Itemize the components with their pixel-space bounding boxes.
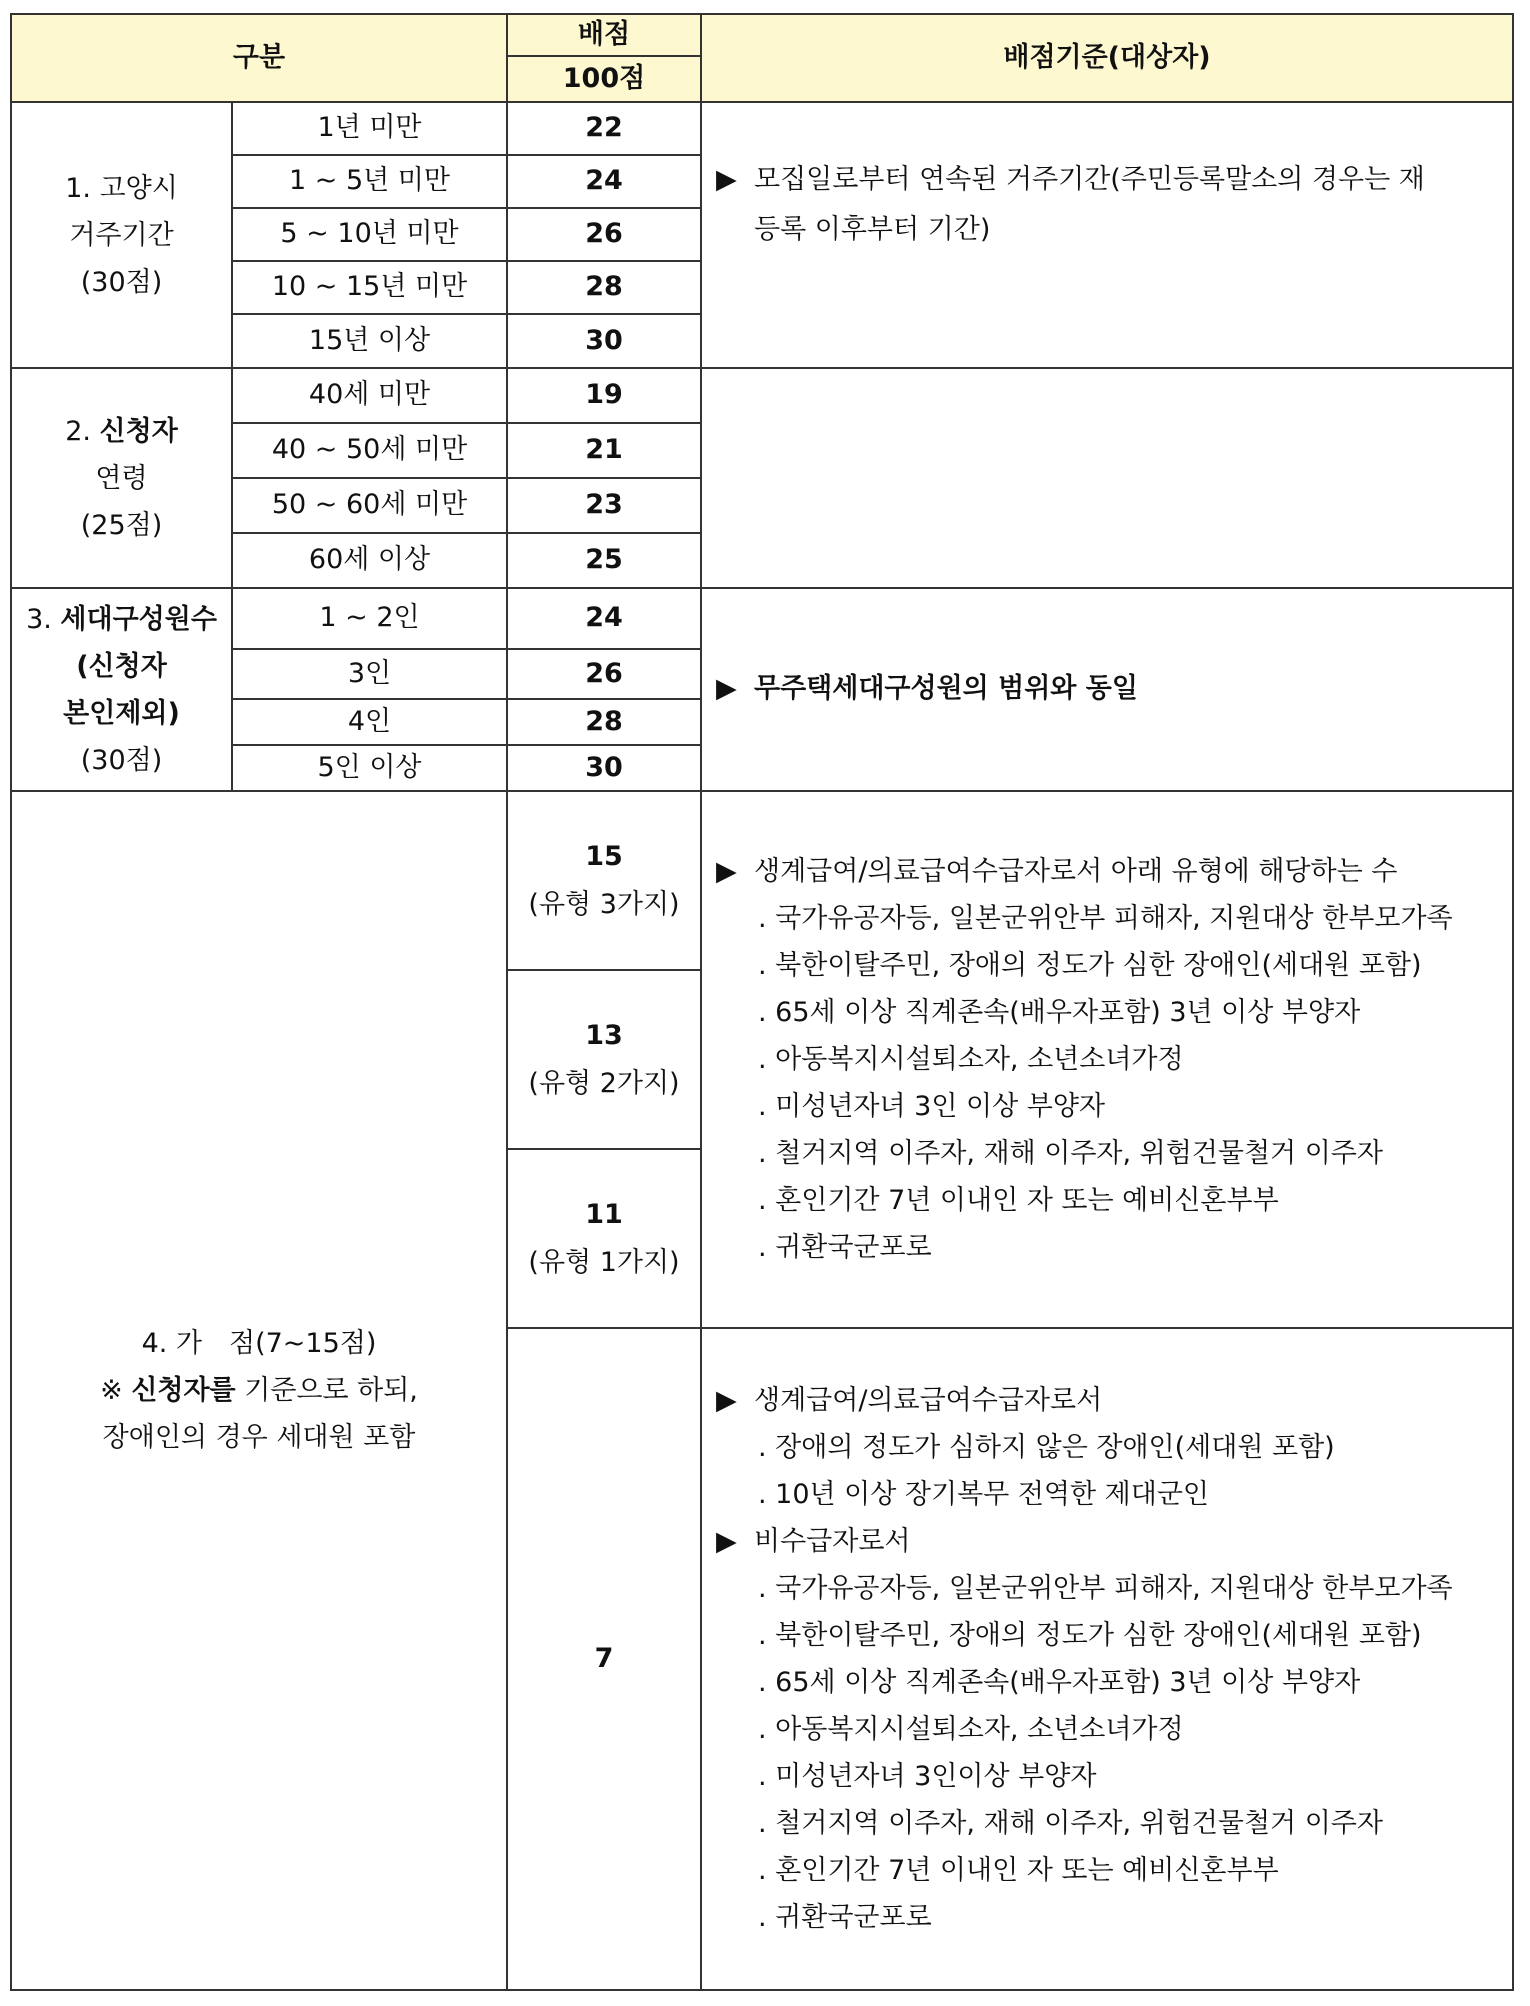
block1-item: . 아동복지시설퇴소자, 소년소녀가정 [758, 1044, 1184, 1075]
residence-range: 15년 이상 [232, 314, 507, 368]
header-total: 100점 [507, 56, 701, 102]
household-range: 3인 [232, 649, 507, 699]
household-label-line4: (30점) [80, 744, 163, 776]
bonus-label-line2: ※ 신청자를 기준으로 하되, [100, 1375, 418, 1406]
residence-range: 1 ~ 5년 미만 [232, 155, 507, 208]
block3-item: . 철거지역 이주자, 재해 이주자, 위험건물철거 이주자 [758, 1808, 1383, 1839]
household-label-line3: 본인제외) [63, 697, 180, 729]
household-range: 4인 [232, 699, 507, 745]
age-range: 50 ~ 60세 미만 [232, 478, 507, 533]
age-range: 60세 이상 [232, 533, 507, 588]
bonus-criteria-block2 [701, 1328, 1513, 1990]
residence-label-line2: 거주기간 [69, 219, 174, 251]
age-score: 25 [507, 533, 701, 588]
residence-label-line1: 1. 고양시 [65, 172, 178, 204]
bonus-score-note: (유형 1가지) [528, 1246, 680, 1278]
household-range: 1 ~ 2인 [232, 588, 507, 649]
bonus-score-cell [507, 1149, 701, 1328]
residence-criteria [701, 102, 1513, 368]
bullet-triangle-icon: ▶ [716, 1385, 737, 1416]
block1-item: . 귀환국군포로 [758, 1232, 932, 1263]
block3-item: . 귀환국군포로 [758, 1902, 932, 1933]
household-criteria-text: 무주택세대구성원의 범위와 동일 [754, 673, 1138, 705]
age-label-line2: 연령 [95, 462, 148, 494]
age-range: 40 ~ 50세 미만 [232, 423, 507, 478]
bonus-label-line3: 장애인의 경우 세대원 포함 [102, 1422, 416, 1453]
bonus-label [11, 791, 507, 1990]
block1-item: . 북한이탈주민, 장애의 정도가 심한 장애인(세대원 포함) [758, 950, 1422, 981]
residence-range: 5 ~ 10년 미만 [232, 208, 507, 261]
household-score: 30 [507, 745, 701, 791]
bonus-criteria-block1 [701, 791, 1513, 1328]
household-score: 26 [507, 649, 701, 699]
residence-score: 26 [507, 208, 701, 261]
bonus-label-line1: 4. 가 점(7~15점) [141, 1328, 377, 1359]
household-range: 5인 이상 [232, 745, 507, 791]
block1-item: . 철거지역 이주자, 재해 이주자, 위험건물철거 이주자 [758, 1138, 1383, 1169]
age-score: 19 [507, 368, 701, 423]
age-score: 21 [507, 423, 701, 478]
block1-title: ▶ 생계급여/의료급여수급자로서 아래 유형에 해당하는 수 [716, 848, 1504, 895]
block3-item: . 북한이탈주민, 장애의 정도가 심한 장애인(세대원 포함) [758, 1620, 1422, 1651]
bullet-triangle-icon: ▶ [716, 673, 737, 705]
block1-item: . 혼인기간 7년 이내인 자 또는 예비신혼부부 [758, 1185, 1279, 1216]
header-criteria: 배점기준(대상자) [701, 14, 1513, 102]
bonus-score-note: (유형 2가지) [528, 1067, 680, 1099]
bonus-score: 15 [585, 840, 623, 872]
residence-score: 30 [507, 314, 701, 368]
block3-title: ▶ 비수급자로서 [716, 1518, 1504, 1565]
block3-item: . 미성년자녀 3인이상 부양자 [758, 1761, 1097, 1792]
residence-range: 1년 미만 [232, 102, 507, 155]
residence-label-line3: (30점) [80, 266, 163, 298]
age-label-line1: 2. 신청자 [65, 415, 178, 447]
age-range: 40세 미만 [232, 368, 507, 423]
bonus-score: 11 [585, 1198, 623, 1230]
bullet-triangle-icon: ▶ [716, 856, 737, 887]
bullet-triangle-icon: ▶ [716, 164, 737, 195]
block1-item: . 국가유공자등, 일본군위안부 피해자, 지원대상 한부모가족 [758, 903, 1453, 934]
age-score: 23 [507, 478, 701, 533]
residence-score: 24 [507, 155, 701, 208]
residence-range: 10 ~ 15년 미만 [232, 261, 507, 314]
residence-label [11, 102, 232, 368]
header-score: 배점 [507, 14, 701, 56]
household-label [11, 588, 232, 791]
block3-item: . 국가유공자등, 일본군위안부 피해자, 지원대상 한부모가족 [758, 1573, 1453, 1604]
header-category: 구분 [11, 14, 507, 102]
residence-score: 28 [507, 261, 701, 314]
block2-item: . 장애의 정도가 심하지 않은 장애인(세대원 포함) [758, 1432, 1335, 1463]
block1-item: . 미성년자녀 3인 이상 부양자 [758, 1091, 1105, 1122]
residence-score: 22 [507, 102, 701, 155]
block3-item: . 65세 이상 직계존속(배우자포함) 3년 이상 부양자 [758, 1667, 1361, 1698]
bullet-triangle-icon: ▶ [716, 1526, 737, 1557]
bonus-score: 7 [507, 1328, 701, 1990]
household-label-line1: 3. 세대구성원수 [26, 603, 217, 635]
household-label-line2: (신청자 [76, 650, 167, 682]
bonus-score-note: (유형 3가지) [528, 888, 680, 920]
residence-criteria-line1: ▶ 모집일로부터 연속된 거주기간(주민등록말소의 경우는 재 [716, 155, 1504, 205]
age-label [11, 368, 232, 588]
block3-item: . 아동복지시설퇴소자, 소년소녀가정 [758, 1714, 1184, 1745]
bonus-score: 13 [585, 1019, 623, 1051]
block2-title: ▶ 생계급여/의료급여수급자로서 [716, 1377, 1504, 1424]
scoring-table [10, 13, 1514, 1991]
household-score: 24 [507, 588, 701, 649]
bonus-score-cell [507, 970, 701, 1149]
block2-item: . 10년 이상 장기복무 전역한 제대군인 [758, 1479, 1209, 1510]
household-criteria [701, 588, 1513, 791]
block3-item: . 혼인기간 7년 이내인 자 또는 예비신혼부부 [758, 1855, 1279, 1886]
block1-item: . 65세 이상 직계존속(배우자포함) 3년 이상 부양자 [758, 997, 1361, 1028]
household-score: 28 [507, 699, 701, 745]
residence-criteria-line2: 등록 이후부터 기간) [754, 214, 991, 245]
bonus-score-cell [507, 791, 701, 970]
age-criteria-empty [701, 368, 1513, 588]
age-label-line3: (25점) [80, 509, 163, 541]
